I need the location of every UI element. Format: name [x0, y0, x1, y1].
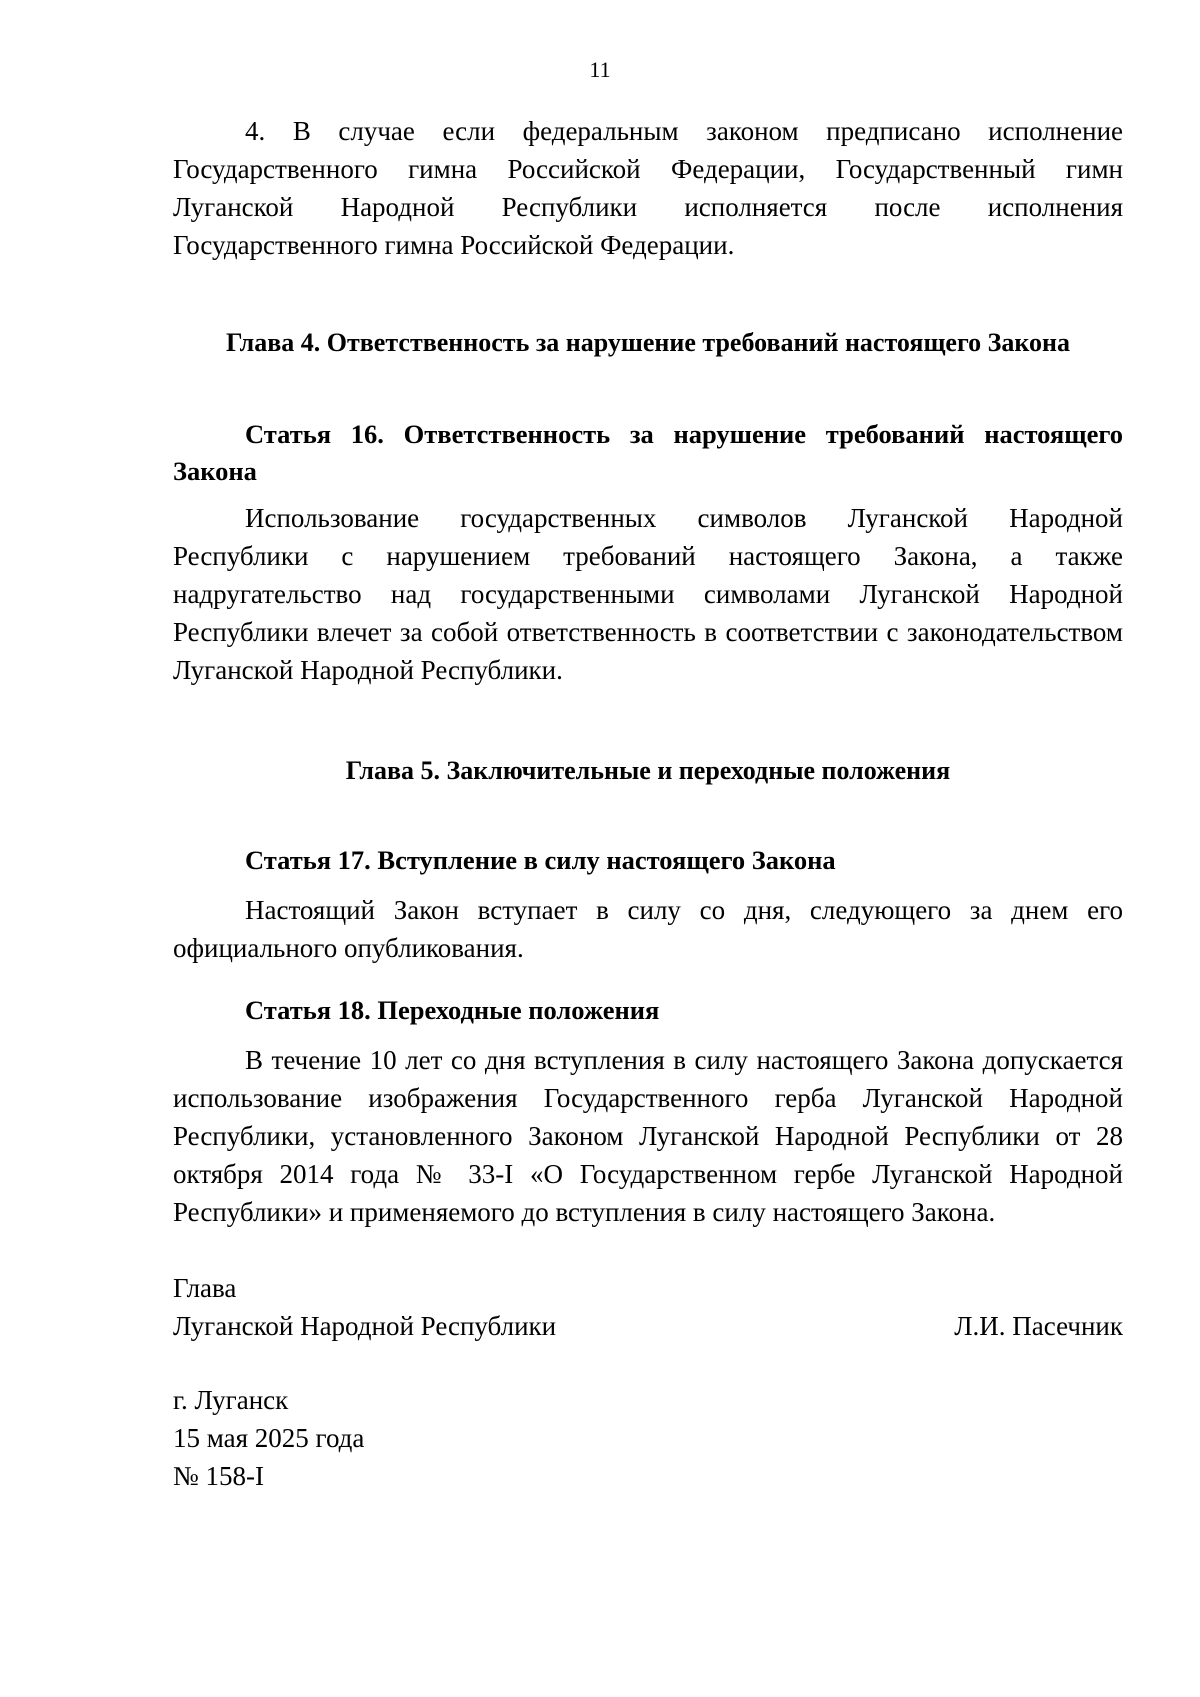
chapter-4-heading: Глава 4. Ответственность за нарушение требований настоящего Закона	[226, 328, 1070, 357]
signature-block	[173, 1269, 1123, 1345]
chapter-5-heading: Глава 5. Заключительные и переходные положения	[345, 756, 951, 785]
place-date-block	[173, 1381, 1123, 1495]
signatory-name: Л.И. Пасечник	[954, 1311, 1123, 1341]
article-16-heading: Статья 16. Ответственность за нарушение требований настоящего Закона	[173, 419, 1123, 486]
article-18-heading: Статья 18. Переходные положения	[245, 995, 660, 1025]
signature-title-line2: Луганской Народной Республики	[173, 1311, 557, 1341]
article-18-text: В течение 10 лет со дня вступления в силу настоящего Закона допускается использование изображения Государственного герба Луганской Народной Республики, установленного Законом Луганской Народной Республики от 28 октября 2014 года № 33-I «О Государственном гербе Луганской Народной Республики» и применяемого до вступления в силу настоящего Закона.	[173, 1045, 1123, 1227]
place: г. Луганск	[173, 1385, 289, 1415]
article-17-heading: Статья 17. Вступление в силу настоящего Закона	[245, 845, 836, 875]
signature-title-line1: Глава	[173, 1273, 237, 1303]
signature-row	[173, 1307, 1123, 1345]
paragraph-4: 4. В случае если федеральным законом предписано исполнение Государственного гимна Российской Федерации, Государственный гимн Луганской Народной Республики исполняется после исполнения Государственного гимна Российской Федерации.	[173, 116, 1123, 260]
document-body	[173, 112, 1123, 1495]
article-17-text: Настоящий Закон вступает в силу со дня, следующего за днем его официального опубликования.	[173, 895, 1123, 963]
article-16-text: Использование государственных символов Луганской Народной Республики с нарушением требований настоящего Закона, а также надругательство над государственными символами Луганской Народной Республики влечет за собой ответственность в соответствии с законодательством Луганской Народной Республики.	[173, 503, 1123, 685]
page-number: 11	[589, 57, 611, 82]
law-number: № 158-I	[173, 1461, 264, 1491]
date: 15 мая 2025 года	[173, 1423, 365, 1453]
